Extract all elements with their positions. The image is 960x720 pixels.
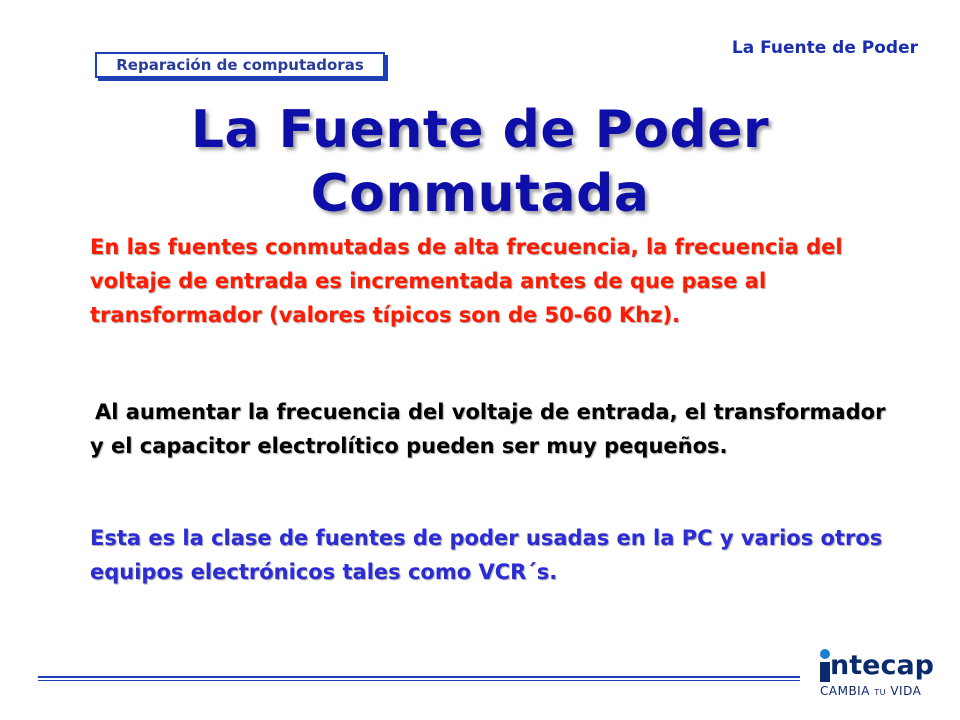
slide-title-line1: La Fuente de Poder [190,100,770,160]
header-title: La Fuente de Poder [731,38,918,58]
logo-name: ntecap [830,650,934,681]
slide-title [0,98,960,226]
logo-tagline-main: CAMBIA [820,684,870,698]
slide-title-line2: Conmutada [310,164,650,224]
logo-tagline-small: TU [874,688,886,697]
paragraph-blue: Esta es la clase de fuentes de poder usadas en la PC y varios otros equipos electrónicos tales como VCR´s. [90,526,883,584]
course-label-box [95,52,385,78]
paragraph-black [90,395,890,463]
logo-tagline [820,684,921,698]
course-label: Reparación de computadoras [116,56,364,74]
footer-divider-thin [38,680,800,681]
intecap-logo [816,648,934,704]
paragraph-red: En las fuentes conmutadas de alta frecuencia, la frecuencia del voltaje de entrada es incrementada antes de que pase al transformador (valores típicos son de 50-60 Khz). [90,235,843,327]
logo-tagline-end: VIDA [890,684,922,698]
footer-divider [38,676,800,678]
paragraph-black-text: Al aumentar la frecuencia del voltaje de entrada, el transformador y el capacitor electrolítico pueden ser muy pequeños. [90,400,886,458]
